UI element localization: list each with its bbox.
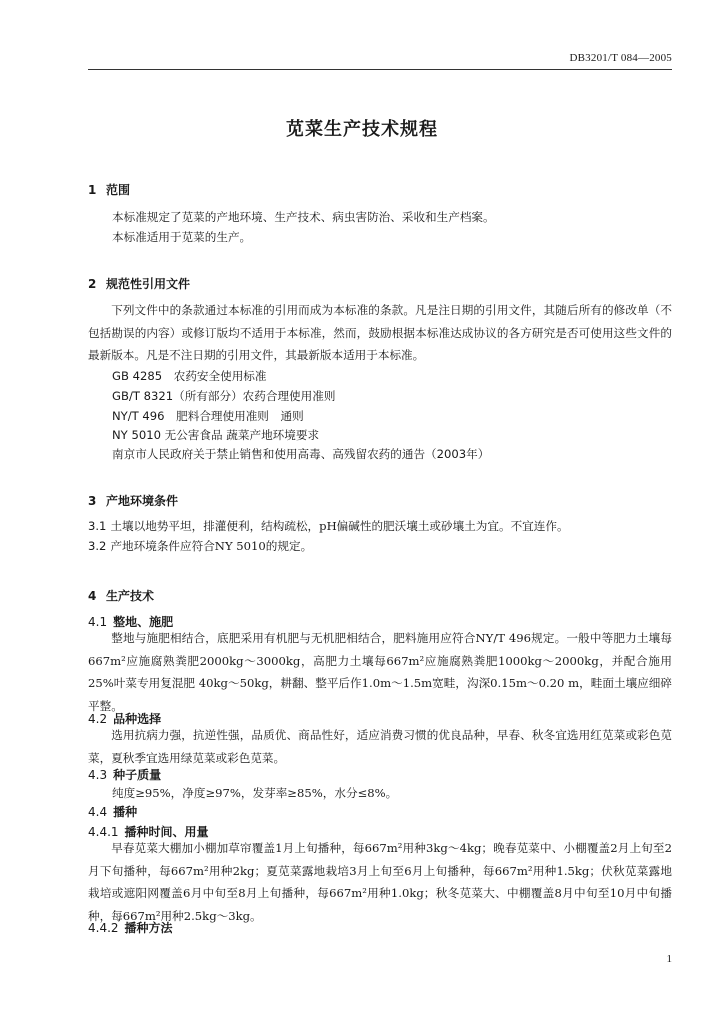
clause-title: 品种选择: [113, 712, 162, 726]
document-title: 苋菜生产技术规程: [286, 119, 438, 140]
clause-number: 4.3: [88, 768, 108, 782]
section-4-heading: [88, 587, 154, 604]
section-2-paragraph: 下列文件中的条款通过本标准的引用而成为本标准的条款。凡是注日期的引用文件，其随后所有的修改单（不包括勘误的内容）或修订版均不适用于本标准，然而，鼓励根据本标准达成协议的各方研究是否可使用这些文件的最新版本。凡是不注日期的引用文件，其最新版本适用于本标准。: [88, 303, 672, 362]
reference-item: NY/T 496 肥料合理使用准则 通则: [112, 409, 304, 423]
section-title: 产地环境条件: [106, 494, 179, 508]
section-2-heading: [88, 275, 190, 292]
clause-3-1: [88, 518, 569, 534]
section-1-line-2: 本标准适用于苋菜的生产。: [112, 230, 252, 244]
clause-4-4-heading: [88, 803, 137, 820]
section-3-heading: [88, 492, 178, 509]
page-number: 1: [666, 953, 672, 965]
clause-number: 3.1: [88, 519, 107, 533]
section-number: 2: [88, 277, 97, 291]
clause-4-4-2-heading: [88, 919, 173, 936]
reference-item: GB 4285 农药安全使用标准: [112, 369, 267, 383]
clause-title: 播种方法: [124, 921, 173, 935]
standard-code: DB3201/T 084—2005: [569, 52, 672, 64]
section-1-line-1: 本标准规定了苋菜的产地环境、生产技术、病虫害防治、采收和生产档案。: [112, 210, 495, 224]
section-title: 生产技术: [106, 589, 155, 603]
clause-number: 3.2: [88, 539, 107, 553]
section-title: 范围: [106, 183, 131, 197]
clause-4-1-paragraph: 整地与施肥相结合，底肥采用有机肥与无机肥相结合，肥料施用应符合NY/T 496规定。一般中等肥力土壤每667m²应施腐熟粪肥2000kg～3000kg，高肥力土壤每667m²应施腐熟粪肥1000kg～2000kg，并配合施用25%叶菜专用复混肥 40kg～50kg，耕翻、整平后作1.0m～1.5m宽畦，沟深0.15m～0.20 m，畦面土壤应细碎平整。: [88, 631, 672, 713]
clause-text: 产地环境条件应符合NY 5010的规定。: [110, 539, 313, 553]
clause-title: 整地、施肥: [113, 615, 174, 629]
clause-number: 4.1: [88, 615, 108, 629]
clause-text: 土壤以地势平坦，排灌便利，结构疏松，pH偏碱性的肥沃壤土或砂壤土为宜。不宜连作。: [110, 519, 569, 533]
clause-title: 种子质量: [113, 768, 162, 782]
section-1-heading: [88, 181, 130, 198]
clause-4-3-text: 纯度≥95%，净度≥97%，发芽率≥85%，水分≤8%。: [112, 786, 398, 800]
reference-item: GB/T 8321（所有部分）农药合理使用准则: [112, 389, 336, 403]
clause-number: 4.2: [88, 712, 108, 726]
section-number: 4: [88, 589, 97, 603]
clause-4-2-paragraph: 选用抗病力强，抗逆性强，品质优、商品性好，适应消费习惯的优良品种，早春、秋冬宜选用红苋菜或彩色苋菜，夏秋季宜选用绿苋菜或彩色苋菜。: [88, 728, 672, 765]
reference-item: 南京市人民政府关于禁止销售和使用高毒、高残留农药的通告（2003年）: [112, 447, 490, 461]
header-rule: [88, 69, 672, 70]
clause-number: 4.4.2: [88, 921, 119, 935]
section-number: 3: [88, 494, 97, 508]
reference-item: NY 5010 无公害食品 蔬菜产地环境要求: [112, 428, 320, 442]
clause-4-4-1-paragraph: 早春苋菜大棚加小棚加草帘覆盖1月上旬播种，每667m²用种3kg～4kg；晚春苋菜中、小棚覆盖2月上旬至2月下旬播种，每667m²用种2kg；夏苋菜露地栽培3月上旬至6月上旬播种，每667m²用种1.5kg；伏秋苋菜露地栽培或遮阳网覆盖6月中旬至8月上旬播种，每667m²用种1.0kg；秋冬苋菜大、中棚覆盖8月中旬至10月中旬播种，每667m²用种2.5kg～3kg。: [88, 841, 672, 923]
clause-4-3-heading: [88, 766, 161, 783]
clause-3-2: [88, 538, 312, 554]
section-title: 规范性引用文件: [106, 277, 191, 291]
section-number: 1: [88, 183, 97, 197]
clause-title: 播种: [113, 805, 138, 819]
clause-title: 播种时间、用量: [124, 825, 209, 839]
clause-number: 4.4: [88, 805, 108, 819]
clause-number: 4.4.1: [88, 825, 119, 839]
